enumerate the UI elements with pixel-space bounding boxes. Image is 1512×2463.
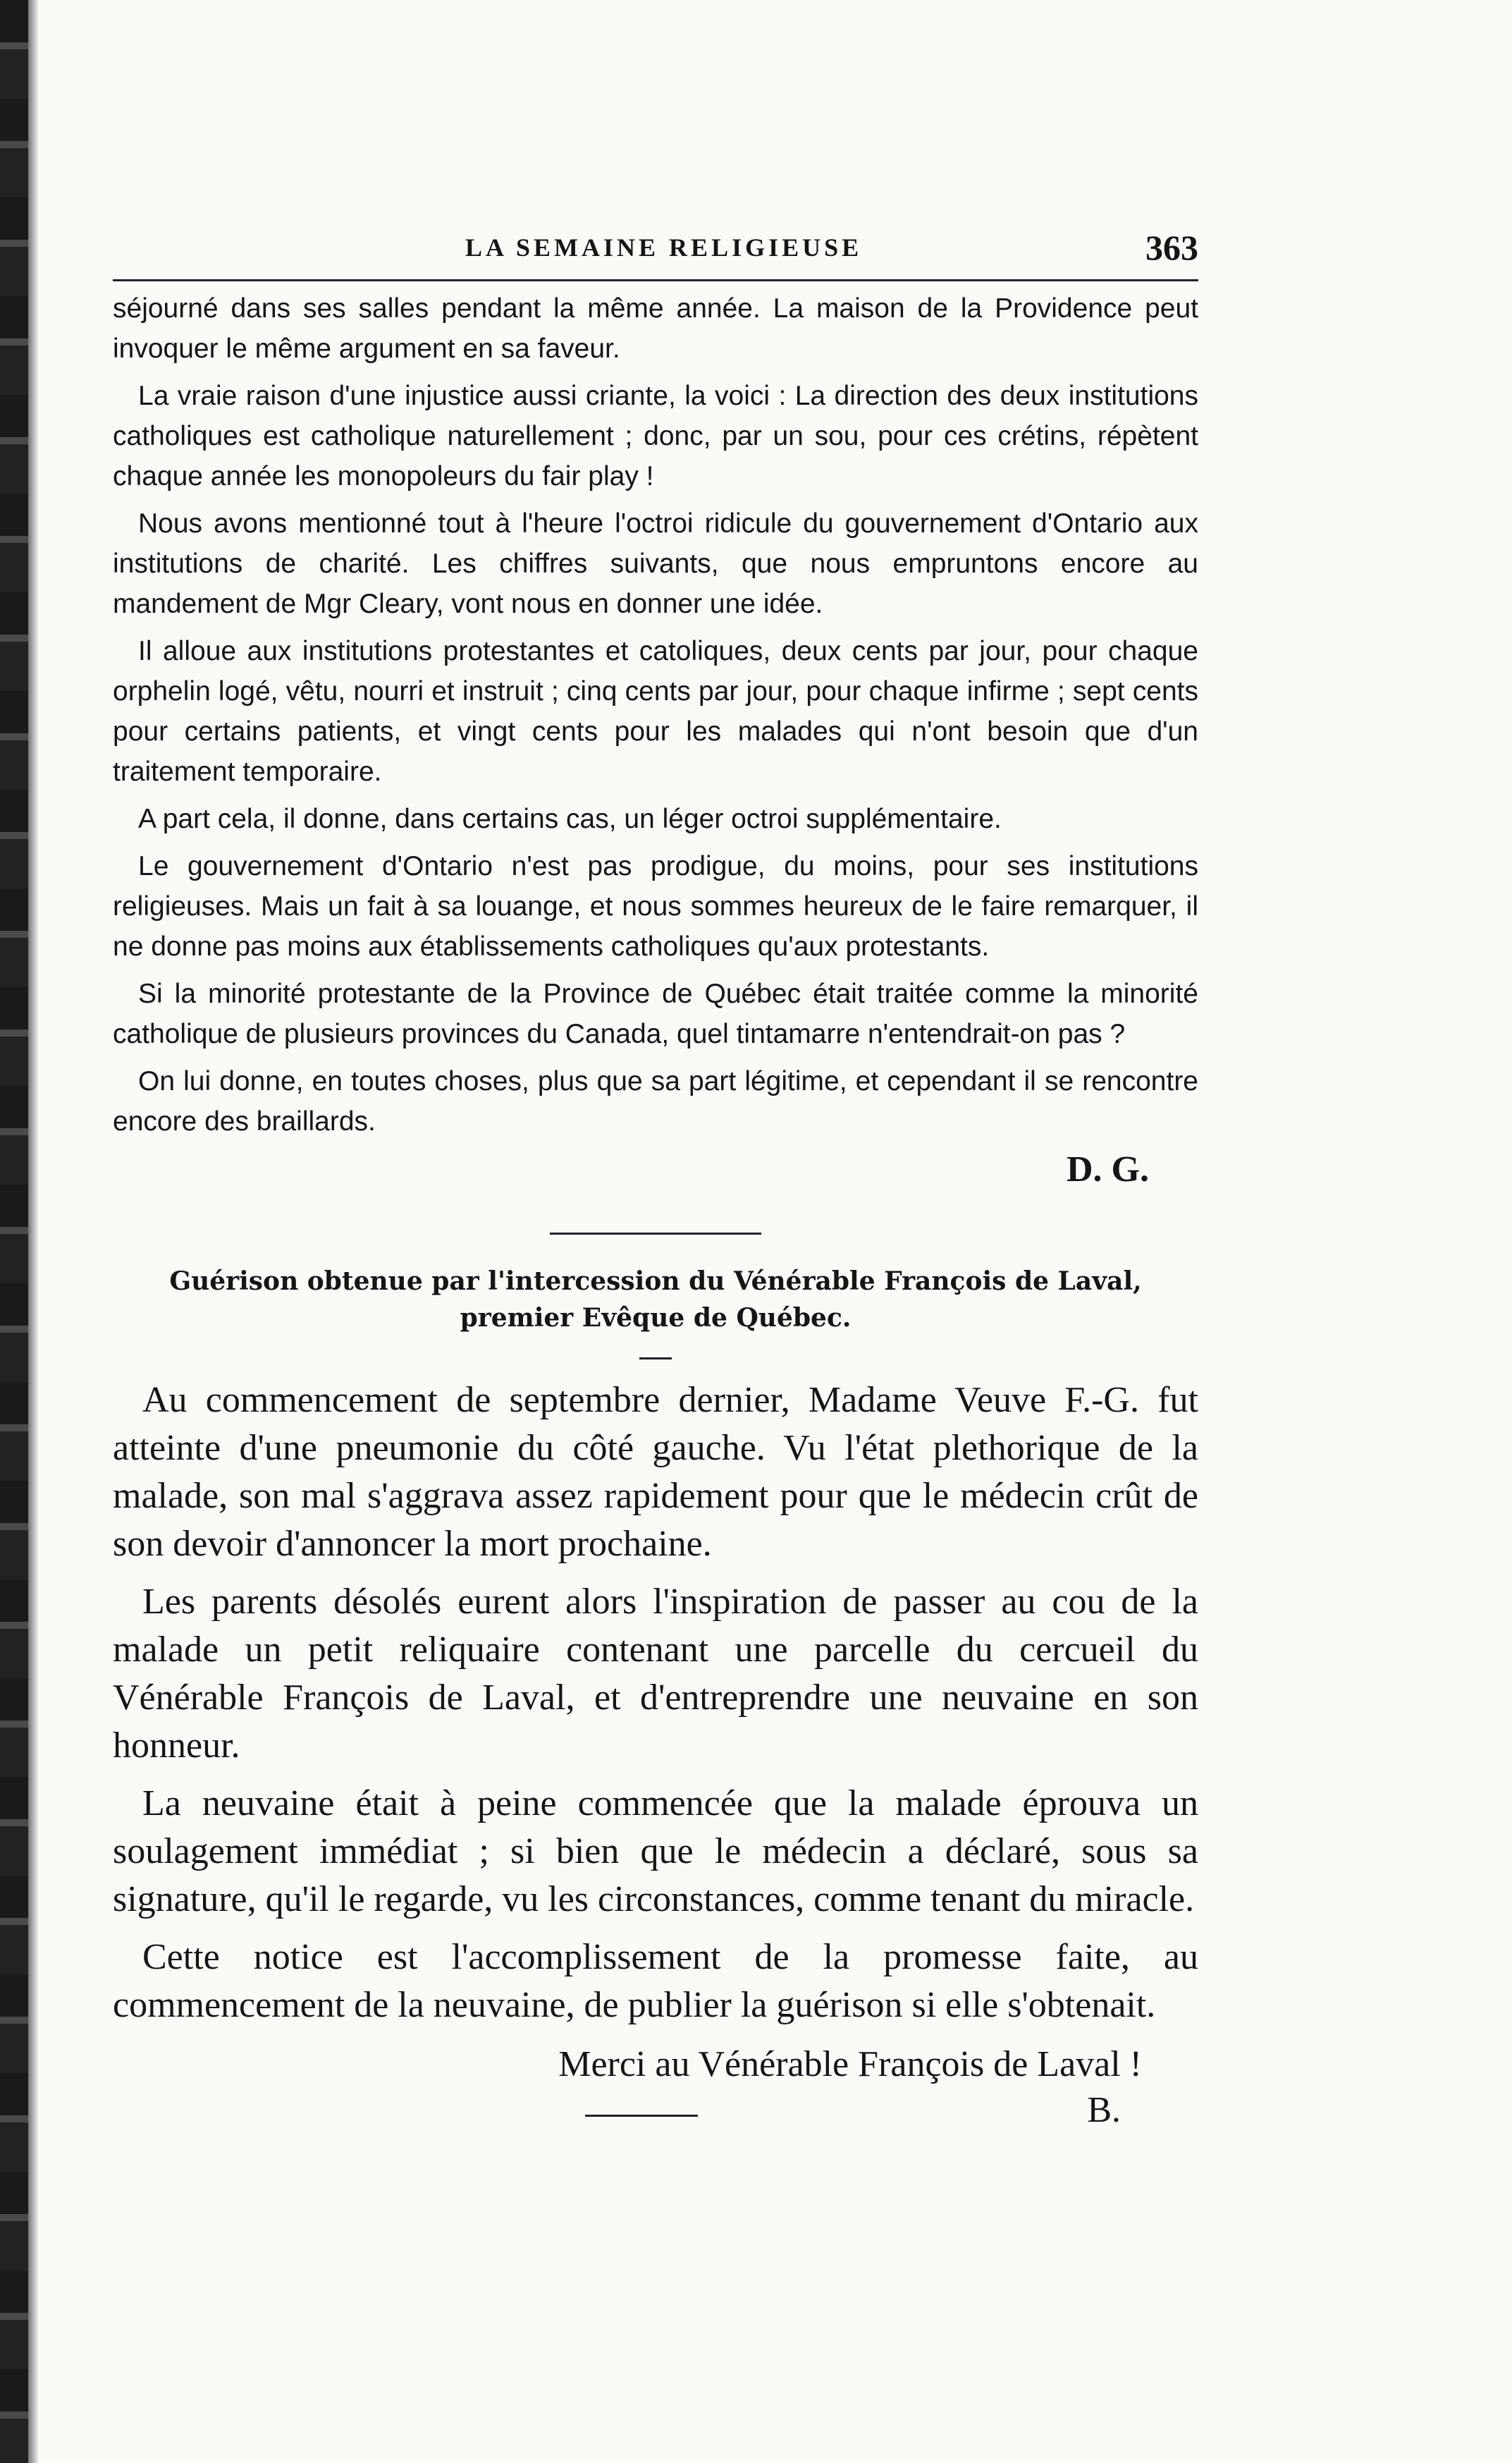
paragraph: La vraie raison d'une injustice aussi criante, la voici : La direction des deux institutions catholiques est catholique naturellement ; donc, par un sou, pour ces crétins, répètent chaque année les monopoleurs du fair play ! [113,381,1198,491]
document-page [113,212,1198,2146]
thanks-line: Merci au Vénérable François de Laval ! [558,2044,1142,2084]
paragraph: Les parents désolés eurent alors l'inspiration de passer au cou de la malade un petit reliquaire contenant une parcelle du cercueil du Vénérable François de Laval, et d'entreprendre une neuvaine en son honneur. [113,1582,1198,1766]
paragraph: Nous avons mentionné tout à l'heure l'octroi ridicule du gouvernement d'Ontario aux institutions de charité. Les chiffres suivants, que nous empruntons encore au mandement de Mgr Cleary, vont nous en donner une idée. [113,508,1198,619]
author-initial: B. [1087,2090,1121,2130]
closing-rule [585,2115,698,2117]
title-dash [639,1357,672,1359]
paragraph: On lui donne, en toutes choses, plus que sa part légitime, et cependant il se rencontre encore des braillards. [113,1066,1198,1137]
second-article-body [113,1376,1198,2029]
closing-block [113,2089,1198,2146]
paragraph: séjourné dans ses salles pendant la même année. La maison de la Providence peut invoquer le même argument en sa faveur. [113,293,1198,364]
page-header [113,212,1198,275]
first-article-signature: D. G. [1067,1149,1149,1190]
page-binding-shadow [28,0,38,2463]
article-separator [550,1233,761,1235]
first-article-body [113,288,1198,1142]
paragraph: Il alloue aux institutions protestantes et catoliques, deux cents par jour, pour chaque orphelin logé, vêtu, nourri et instruit ; cinq cents par jour, pour chaque infirme ; sept cents pour certains patients, et vingt cents pour les malades qui n'ont besoin que d'un traitement temporaire. [113,636,1198,787]
paragraph: Cette notice est l'accomplissement de la promesse faite, au commencement de la neuvaine, de publier la guérison si elle s'obtenait. [113,1937,1198,2025]
header-rule [113,279,1198,281]
running-title: LA SEMAINE RELIGIEUSE [465,233,863,262]
page-binding-edge [0,0,28,2463]
paragraph: Si la minorité protestante de la Province de Québec était traitée comme la minorité catholique de plusieurs provinces du Canada, quel tintamarre n'entendrait-on pas ? [113,979,1198,1049]
paragraph: A part cela, il donne, dans certains cas, un léger octroi supplémentaire. [138,804,1002,834]
page-number: 363 [1145,228,1198,267]
paragraph: La neuvaine était à peine commencée que la malade éprouva un soulagement immédiat ; si bien que le médecin a déclaré, sous sa signature, qu'il le regarde, vu les circonstances, comme tenant du miracle. [113,1783,1198,1919]
paragraph: Au commencement de septembre dernier, Madame Veuve F.-G. fut atteinte d'une pneumonie du côté gauche. Vu l'état plethorique de la malade, son mal s'aggrava assez rapidement pour que le médecin crût de son devoir d'annoncer la mort prochaine. [113,1380,1198,1564]
paragraph: Le gouvernement d'Ontario n'est pas prodigue, du moins, pour ses institutions religieuses. Mais un fait à sa louange, et nous sommes heureux de le faire remarquer, il ne donne pas moins aux établissements catholiques qu'aux protestants. [113,851,1198,962]
second-article-title: Guérison obtenue par l'intercession du Vénérable François de Laval, premier Evêque de Québec. [169,1266,1142,1333]
